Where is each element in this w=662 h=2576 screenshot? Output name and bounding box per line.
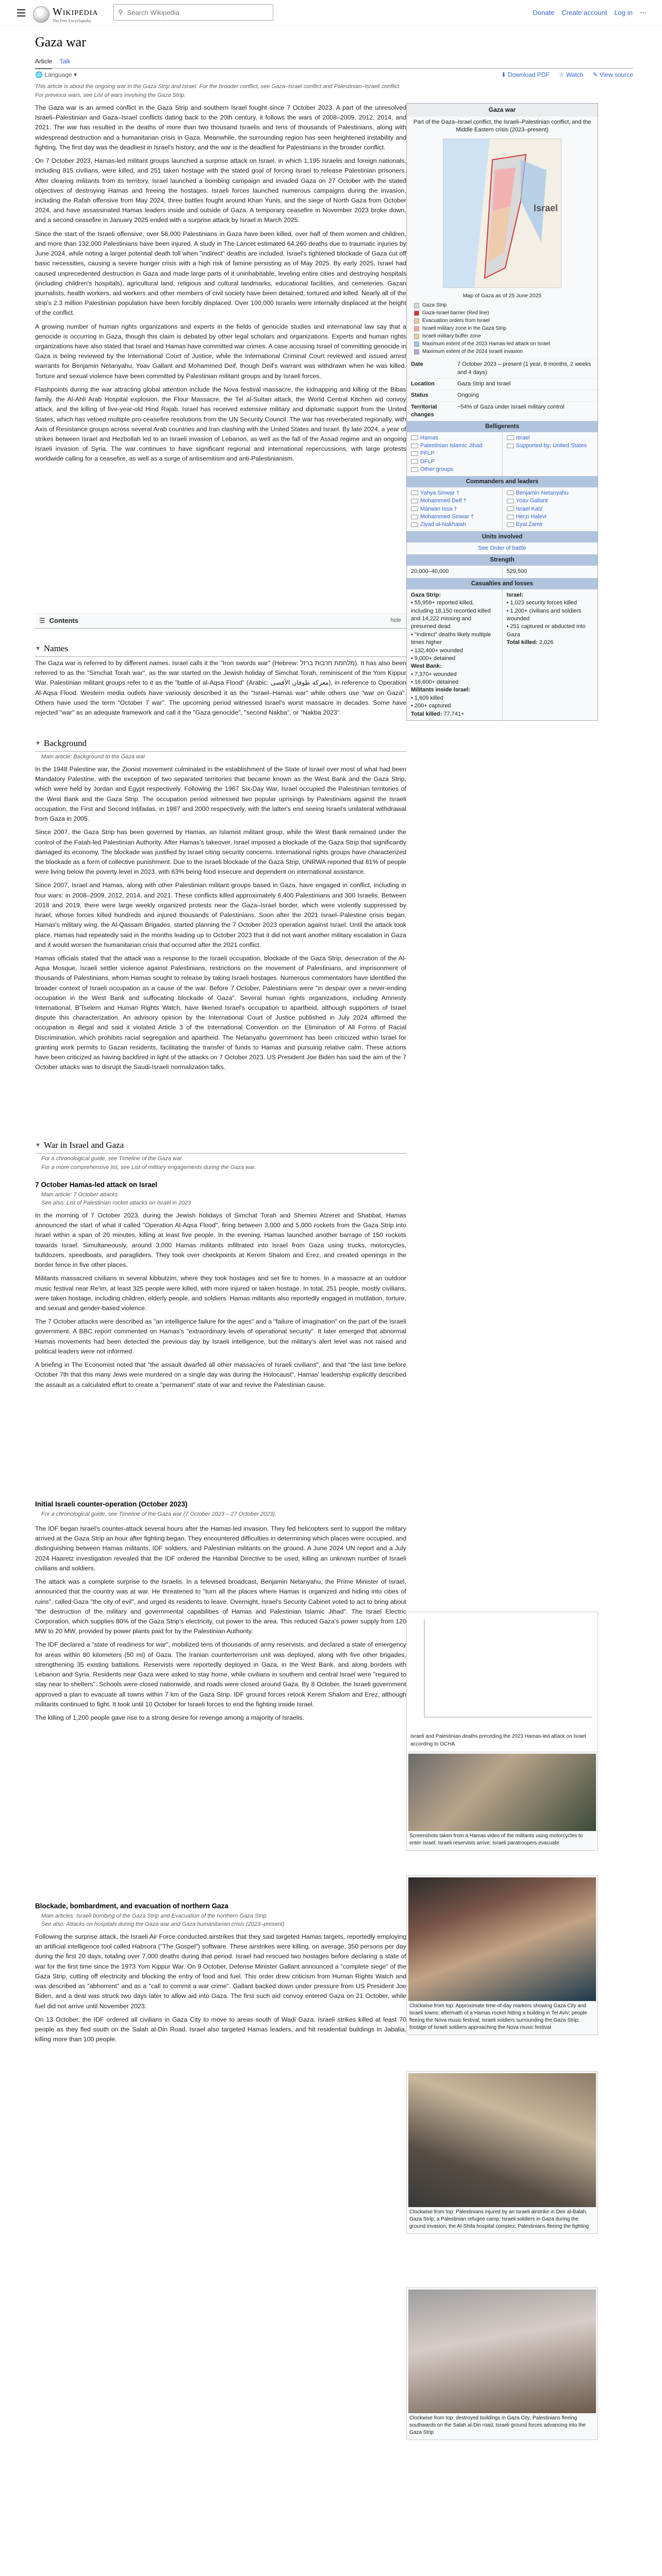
language-button[interactable]: 🌐 Language ▾ bbox=[35, 71, 77, 78]
flag-icon bbox=[507, 515, 514, 519]
casualty-entry bbox=[507, 591, 594, 599]
flag-icon bbox=[507, 506, 514, 511]
legend-label: Maximum extent of the 2024 Israeli invasion bbox=[422, 349, 523, 355]
background-paragraph: In the 1948 Palestine war, the Zionist movement culminated in the establishment of the State of Israel over most of what had been Mandatory Palestine, with the exception of two separated territories that became known as the West Bank and the Gaza Strip, which were held by Jordan and Egypt respectively. Following the 1967 Six-Day War, Israel occupied the Palestinian territories of the West Bank and the Gaza Strip. The occupation period witnessed two popular uprisings by Palestinians against the Israeli occupation, the First and Second Intifadas, in 1987 and 2000 respectively, with the latter's end seeing Israel's unilateral withdrawal from Gaza in 2005. bbox=[35, 766, 406, 823]
entry-text: Ziyad al-Nakhalah bbox=[420, 521, 466, 528]
infobox-key: Status bbox=[411, 392, 428, 399]
casualty-entry bbox=[411, 702, 498, 710]
belligerents bbox=[407, 432, 598, 476]
chevron-down-icon: ▼ bbox=[35, 645, 41, 652]
lead-paragraph: The Gaza war is an armed conflict in the Gaza Strip and southern Israel fought since 7 October 2023. A part of the unresolved Israeli–Palestinian and Gaza–Israel conflicts dating back to the 20th century, it follows the wars of 2008–2009, 2012, 2014, and 2021. The war has resulted in the deaths of more than two thousand Israelis and tens of thousands of Palestinians, along with widespread destruction and a humanitarian crisis in Gaza. Meanwhile, the surrounding region has seen heightened instability and fighting. The first day was the deadliest in Israel's history, and the war is the deadliest for Palestinians in the broader conflict. bbox=[35, 104, 406, 151]
tab-article[interactable]: Article bbox=[35, 57, 52, 69]
casualty-entry bbox=[411, 679, 498, 686]
figure-caption: Clockwise from top: destroyed buildings in Gaza City; Palestinians fleeing southwards on the Salah al-Din road; Israeli ground forces advancing into the Gaza Strip bbox=[409, 2415, 586, 2435]
search-input[interactable] bbox=[127, 9, 261, 16]
casualty-value: • 1,200+ civilians and soldiers wounded bbox=[506, 607, 582, 622]
names-paragraph: The Gaza war is referred to by different names. Israel calls it the "Iron swords war" (Hebrew: מלחמת חרבות ברזל). It has also been referred to as the "Simchat Torah war", as the war started on the Jewish holiday of Simchat Torah, reminiscent of the Yom Kippur War. Palestinian militant groups refer to it as the "battle of al-Aqsa Flood" (Arabic: معركة طوفان الأقصى), in reference to Operation Al-Aqsa Flood. Western media outlets have variously described it as the "Israel–Hamas war" while others use "war on Gaza". Others have used the term "October 7 war". The upcoming period witnessed Israel's worst massacre in decades. Some have rejected "war" as an adequate framework and call it the "Gaza genocide", "second Nakba", or "Nakba 2023". bbox=[35, 659, 406, 717]
create-account-link[interactable]: Create account bbox=[561, 9, 607, 16]
section-heading-war[interactable] bbox=[35, 1139, 406, 1154]
legend-label: Israeli military zone in the Gaza Strip bbox=[422, 326, 506, 332]
infobox-entry[interactable] bbox=[411, 466, 498, 473]
casualty-entry bbox=[411, 671, 498, 679]
entry-text: Mohammed Sinwar † bbox=[420, 513, 474, 520]
casualty-value: • 251 captured or abducted into Gaza bbox=[506, 623, 586, 638]
legend-swatch bbox=[414, 311, 419, 316]
casualty-entry bbox=[507, 599, 594, 607]
infobox-row bbox=[407, 389, 598, 401]
infobox-entry[interactable] bbox=[411, 521, 498, 529]
login-link[interactable]: Log in bbox=[614, 9, 633, 16]
flag-icon bbox=[411, 515, 418, 519]
entry-text: Yoav Gallant bbox=[516, 498, 548, 504]
flag-icon bbox=[411, 522, 418, 527]
belligerents-heading: Belligerents bbox=[407, 421, 598, 432]
infobox-entry[interactable] bbox=[507, 489, 594, 497]
infobox-value: Ongoing bbox=[457, 392, 479, 399]
background-paragraph: Hamas officials stated that the attack was a response to the Israeli occupation, blockade of the Gaza Strip, desecration of the Al-Aqsa Mosque, Israeli settler violence against Palestinians, restrictions on the movement of Palestinians, and imprisonment of thousands of Palestinians, whom Hamas sought to release by taking Israeli hostages. Numerous commentators have identified the broader context of Israeli occupation as a cause of the war. Before 7 October, Palestinians were "in despair over a never-ending occupation in the West Bank and suffocating blockade of Gaza". Several human rights organizations, including Amnesty International, B'Tselem and Human Rights Watch, have likened Israel's occupation to apartheid, although supporters of Israel dispute this characterization. An advisory opinion by the International Court of Justice published in July 2024 affirmed the occupation is illegal and said it violated Article 3 of the International Convention on the Elimination of All Forms of Racial Discrimination, which prohibits racial segregation and apartheid. The Netanyahu government has been criticized within Israel for granting work permits to Gazan residents, facilitating the transfer of funds to Hamas and pursuing relative calm. These actions have been criticized as having backfired in light of the attacks on 7 October 2023. US President Joe Biden has said the aim of the 7 October attacks was to disrupt the Saudi-Israeli normalization talks. bbox=[35, 954, 406, 1071]
counter-paragraph: The killing of 1,200 people gave rise to a strong desire for revenge among a majority of Israelis. bbox=[35, 1714, 305, 1721]
infobox-entry[interactable] bbox=[411, 489, 498, 497]
casualty-label: West Bank: bbox=[411, 663, 442, 670]
figure-caption: Clockwise from top: Palestinians injured by an Israeli airstrike in Deir al-Balah, Gaza Strip; a Palestinian refugee camp; Israeli soldiers in Gaza during the ground invasion; the Al-Shifa hospital complex; Palestinians fleeing the fighting bbox=[409, 2209, 589, 2229]
casualty-label: Militants inside Israel: bbox=[411, 687, 470, 693]
counter-paragraph: The IDF declared a "state of readiness for war", mobilized tens of thousands of army reservists, and declared a state of emergency for areas within 80 kilometers (50 mi) of Gaza. The Iranian counterterrorism unit was deployed, along with five other brigades, strengthening 35 existing battalions. Reservists were reportedly deployed in Gaza, in the West Bank, and along borders with Lebanon and Syria. Residents near Gaza were asked to stay home, while civilians in southern and central Israel were "required to stay near to shelters". Schools were closed nationwide, and roads were closed around Gaza. By 8 October, the Israeli government approved a plan to evacuate all towns within 7 km of the Gaza Strip. IDF ground forces retook Kerem Shalom and Erez, although militants continued to fight. It took until 10 October for Israeli forces to end the fighting inside Israel. bbox=[35, 1641, 406, 1708]
infobox-value: 7 October 2023 – present (1 year, 8 months, 2 weeks and 4 days) bbox=[457, 361, 591, 376]
flag-icon bbox=[411, 459, 418, 464]
casualty-value: • 132,400+ wounded bbox=[411, 647, 463, 654]
deaths-chart bbox=[409, 1614, 595, 1727]
entry-text: Herzi Halevi bbox=[516, 513, 547, 520]
deaths-chart-figure bbox=[406, 1612, 598, 1753]
names-section bbox=[35, 658, 406, 721]
watch-label: Watch bbox=[566, 71, 584, 78]
infobox-column bbox=[502, 566, 598, 578]
contents-toggle[interactable] bbox=[35, 613, 406, 629]
star-icon: ☆ bbox=[558, 71, 566, 78]
attack-paragraph: Militants massacred civilians in several kibbutzim, where they took hostages and set fire to homes. In a massacre at an outdoor music festival near Re'im, at least 325 people were killed, with more injured or taken hostage. In total, 251 people, mostly civilians, were taken hostage, including children, elderly people, and soldiers. Hamas militants also reportedly engaged in mutilation, torture, and sexual and gender-based violence. bbox=[35, 1275, 406, 1312]
infobox-key: Location bbox=[411, 381, 435, 387]
attack-paragraph: A briefing in The Economist noted that "the assault dwarfed all other massacres of Israeli civilians", and that "the last time before October 7th that this many Jews were murdered on a single day was during the Holocaust". Hamas' leadership explicitly described the assault as a calculated effort to create a "permanent" state of war and revive the Palestinian cause. bbox=[35, 1361, 406, 1388]
entry-text: Benjamin Netanyahu bbox=[516, 489, 569, 496]
legend-swatch bbox=[414, 334, 419, 339]
infobox-entry[interactable] bbox=[507, 497, 594, 505]
casualty-entry bbox=[507, 623, 594, 639]
flag-icon bbox=[507, 444, 514, 448]
infobox-entry[interactable] bbox=[411, 442, 498, 450]
chevron-down-icon: ▼ bbox=[35, 740, 41, 747]
flag-icon bbox=[411, 499, 418, 503]
casualties-column bbox=[407, 589, 502, 720]
lead-paragraph: On 7 October 2023, Hamas-led militant groups launched a surprise attack on Israel, in which 1,195 Israelis and foreign nationals, including 815 civilians, were killed, and 251 taken hostage with the stated goal of forcing Israel to release Palestinian prisoners. After clearing militants from its territory, Israel launched a bombing campaign and invaded Gaza on 27 October with the stated objectives of destroying Hamas and freeing the hostages. Israeli forces launched numerous campaigns during the invasion, including the Rafah offensive from May 2024, three battles fought around Khan Yunis, and the siege of North Gaza from October 2024, and have assassinated Hamas leaders inside and outside of Gaza. A temporary ceasefire in November 2023 broke down, and a second ceasefire in January 2025 ended with a surprise attack by Israel in March 2025. bbox=[35, 157, 406, 224]
infobox-entry[interactable] bbox=[411, 458, 498, 466]
map-caption: Map of Gaza as of 25 June 2025 bbox=[462, 292, 542, 299]
casualty-value: • 16,600+ detained bbox=[411, 679, 459, 686]
legend-label: Evacuation orders from Israel bbox=[422, 318, 490, 324]
list-icon: ☰ bbox=[39, 616, 45, 624]
entry-text: Eyal Zamir bbox=[516, 521, 543, 528]
donate-link[interactable]: Donate bbox=[533, 9, 555, 16]
counter-paragraph: The attack was a complete surprise to the Israelis. In a televised broadcast, Benjamin Netanyahu, the Prime Minister of Israel, announced that the country was at war. He threatened to "turn all the places where Hamas is organized and hiding into cities of ruins", called Gaza "the city of evil", and urged its residents to leave. Overnight, Israel's Security Cabinet voted to act to bring about "the destruction of the military and governmental capabilities of Hamas and Palestinian Islamic Jihad". The Israel Electric Corporation, which supplies 80% of the Gaza Strip's electricity, cut power to the area. This reduced Gaza's power supply from 120 MW to 20 MW, provided by power plants paid for by the Palestinian Authority. bbox=[35, 1578, 406, 1635]
infobox-entry[interactable] bbox=[411, 513, 498, 521]
background-hatnote: Main article: Background to the Gaza war bbox=[41, 754, 145, 760]
legend-item bbox=[414, 332, 590, 340]
subsection-heading: Initial Israeli counter-operation (October 2023) bbox=[35, 1500, 188, 1508]
casualty-entry bbox=[411, 710, 498, 718]
order-of-battle-link[interactable]: See Order of battle bbox=[478, 545, 526, 551]
entry-text: Hamas bbox=[420, 434, 438, 441]
figure-caption: Clockwise from top: Approximate time-of-day markers showing Gaza City and Israeli towns; aftermath of a Hamas rocket hitting a building in Tel Aviv; people fleeing the Nova music festival; Israeli soldiers surrounding the Gaza Strip; footage of Israeli soldiers approaching the Nova music festival bbox=[409, 2003, 587, 2030]
legend-item bbox=[414, 348, 590, 355]
page-tools bbox=[501, 70, 633, 80]
subsection-heading: Blockade, bombardment, and evacuation of northern Gaza bbox=[35, 1902, 229, 1910]
legend-swatch bbox=[414, 326, 419, 331]
infobox-entry[interactable] bbox=[411, 505, 498, 513]
lead-paragraph: Flashpoints during the war attracting global attention include the Nova festival massacre, the kidnapping and killing of the Bibas family, the Al-Ahli Arab Hospital explosion, the Flour Massacre, the Tel al-Sultan attack, the World Central Kitchen aid convoy attack, and the killing of five-year-old Hind Rajab. Israel has received extensive military and diplomatic support from the United States, which has vetoed multiple pro-ceasefire resolutions from the UN Security Council. The war has reverberated regionally, with Axis of Resistance groups across several Arab countries and Iran clashing with the United States and Israel. By late 2024, a year of strikes between Israel and Hezbollah led to an Israeli invasion of Lebanon, as well as the fall of the Assad regime and an ongoing Israeli invasion of Syria. The war continues to have significant regional and international repercussions, with large protests worldwide calling for a ceasefire, as well as a surge of antisemitism and anti-Palestinianism. bbox=[35, 385, 406, 463]
flag-icon bbox=[411, 435, 418, 440]
figure-3[interactable] bbox=[406, 2071, 598, 2234]
casualties-column bbox=[502, 589, 598, 720]
blockade-paragraph: On 13 October, the IDF ordered all civilians in Gaza City to move to areas south of Wadi Gaza. Israeli strikes killed at least 70 people as they fled south on the Salah al-Din Road. Israel also targeted Hamas leaders, and hit residential buildings in Jabalia, killing more than 100 people. bbox=[35, 2015, 406, 2043]
globe-icon bbox=[33, 6, 49, 23]
entry-text: Palestinian Islamic Jihad bbox=[420, 443, 483, 449]
translate-icon: 🌐 bbox=[35, 71, 45, 78]
war-hatnote: For a more comprehensive list, see List of military engagements during the Gaza war. bbox=[41, 1164, 256, 1171]
infobox-column bbox=[502, 432, 598, 476]
entry-text: Yahya Sinwar † bbox=[420, 489, 460, 496]
infobox-value: ~54% of Gaza under Israeli military control bbox=[457, 403, 565, 410]
casualty-value: • 1,609 killed bbox=[411, 694, 443, 701]
casualty-value: • 200+ captured bbox=[411, 703, 451, 709]
language-label: Language bbox=[44, 71, 72, 78]
entry-text: Other groups bbox=[420, 466, 454, 473]
wikipedia-logo[interactable] bbox=[33, 4, 98, 24]
subsection-hatnote: For a chronological guide, see Timeline of the Gaza war (7 October 2023 – 27 October 2023). bbox=[41, 1511, 277, 1517]
section-title: Background bbox=[43, 738, 87, 748]
casualty-value: 77,741+ bbox=[443, 710, 465, 717]
flag-icon bbox=[411, 506, 418, 511]
infobox-key: Territorial changes bbox=[411, 403, 437, 418]
flag-icon bbox=[507, 499, 514, 503]
entry-text: Supported by: United States bbox=[516, 443, 587, 449]
casualty-label: Total killed: bbox=[506, 639, 538, 646]
entry-text: Israel bbox=[516, 434, 530, 441]
legend-label: Gaza Strip bbox=[422, 302, 447, 309]
infobox-value: Gaza Strip and Israel bbox=[457, 381, 511, 387]
casualty-label: Israel: bbox=[506, 591, 523, 598]
map-label-israel: Israel bbox=[534, 202, 558, 213]
attack-section bbox=[35, 1211, 406, 1394]
strength bbox=[407, 566, 598, 578]
casualties-heading: Casualties and losses bbox=[407, 578, 598, 589]
infobox-entry[interactable] bbox=[507, 513, 594, 521]
casualties bbox=[407, 589, 598, 720]
personal-tools bbox=[533, 8, 647, 18]
casualty-entry bbox=[507, 639, 594, 647]
infobox-entry[interactable] bbox=[411, 497, 498, 505]
view-source-label: View source bbox=[599, 71, 633, 78]
flag-icon bbox=[507, 490, 514, 495]
casualty-entry bbox=[411, 663, 498, 670]
strength-heading: Strength bbox=[407, 554, 598, 566]
figure-4[interactable] bbox=[406, 2287, 598, 2440]
legend-label: Israeli military buffer zone bbox=[422, 333, 481, 340]
casualty-value: • 55,959+ reported killed, including 18,150 recorded killed and 14,222 missing and presumed dead bbox=[411, 600, 491, 630]
legend-item bbox=[414, 325, 590, 332]
subsection-heading: 7 October Hamas-led attack on Israel bbox=[35, 1181, 158, 1189]
infobox-part-of: Part of the Gaza–Israel conflict, the Israeli–Palestinian conflict, and the Middle Eastern crisis (2023–present) bbox=[413, 118, 591, 133]
section-heading-names[interactable] bbox=[35, 642, 406, 657]
infobox-entry[interactable] bbox=[507, 434, 594, 442]
casualty-label: Gaza Strip: bbox=[411, 591, 441, 598]
lead-paragraph: Since the start of the Israeli offensive, over 56,000 Palestinians in Gaza have been killed, over half of them women and children, and more than 132,000 Palestinians have been injured. A study in The Lancet estimated 64,260 deaths due to traumatic injuries by June 2024, while noting a larger potential death toll when "indirect" deaths are included. Israel's tightened blockade of Gaza cut off basic necessities, causing a severe hunger crisis with a high risk of famine persisting as of May 2025. By early 2025, Israel had caused unprecedented destruction in Gaza and made large parts of it uninhabitable, leveling entire cities and destroying hospitals (including children's hospitals), agricultural land, religious and cultural landmarks, educational facilities, and cemeteries. Gazan journalists, health workers, aid workers and other members of civil society have been detained, tortured and killed. Nearly all of the strip's 2.3 million Palestinian population have been forcibly displaced. Over 100,000 Israelis were internally displaced at the height of the conflict. bbox=[35, 230, 406, 317]
casualty-entry bbox=[411, 655, 498, 663]
title-divider bbox=[35, 68, 633, 69]
background-paragraph: Since 2007, the Gaza Strip has been governed by Hamas, an Islamist militant group, while the West Bank remained under the control of the Fatah-led Palestinian Authority. After Hamas's takeover, Israel imposed a blockade of the Gaza Strip that significantly damaged its economy. The blockade was justified by Israel citing security concerns. International rights groups have characterized the blockade as a form of collective punishment. Due to the Israeli blockade of the Gaza Strip, UNRWA reported that 81% of people were living below the poverty level in 2023, with 63% being food insecure and dependent on international assistance. bbox=[35, 828, 406, 876]
map-legend bbox=[407, 301, 598, 359]
legend-swatch bbox=[414, 349, 419, 354]
entry-text: 529,500 bbox=[506, 568, 527, 575]
figure-image bbox=[408, 2290, 596, 2413]
casualty-entry bbox=[507, 607, 594, 623]
commanders-heading: Commanders and leaders bbox=[407, 476, 598, 487]
infobox-key: Date bbox=[411, 361, 423, 368]
war-hatnote: For a chronological guide, see Timeline of the Gaza war. bbox=[41, 1156, 184, 1162]
pencil-icon: ✎ bbox=[592, 71, 600, 78]
counter-paragraph: The IDF began Israel's counter-attack several hours after the Hamas-led invasion. They fed helicopters sent to support the military arrived at the Gaza Strip an hour after fighting began. They encountered difficulties in determining which places were occupied, and distinguishing between Hamas militants, IDF soldiers, and Palestinian militants on the ground. A June 2024 UN report and a July 2024 Haaretz investigation revealed that the IDF ordered the Hannibal Directive to be used, killing an unknown number of Israeli civilians and soldiers. bbox=[35, 1525, 407, 1572]
entry-text: 20,000–40,000 bbox=[411, 568, 449, 575]
search-icon: ⚲ bbox=[118, 8, 123, 16]
casualty-label: Total killed: bbox=[411, 710, 442, 717]
contents-hide-toggle[interactable]: hide bbox=[390, 617, 401, 624]
main-menu-button[interactable] bbox=[13, 5, 29, 21]
legend-item bbox=[414, 301, 590, 309]
casualty-entry bbox=[411, 631, 498, 647]
legend-swatch bbox=[414, 318, 419, 324]
counter-operation-section bbox=[35, 1524, 406, 1726]
section-heading-background[interactable] bbox=[35, 737, 406, 752]
casualty-value: • "Indirect" deaths likely multiple times higher bbox=[411, 631, 491, 646]
flag-icon bbox=[411, 490, 418, 495]
flag-icon bbox=[411, 451, 418, 456]
figure-caption: Screenshots taken from a Hamas video of the militants using motorcycles to enter Israel; Israeli reservists arrive; Israeli paratroopers evacuate bbox=[409, 1833, 583, 1846]
infobox-entry[interactable] bbox=[411, 434, 498, 442]
casualty-entry bbox=[411, 599, 498, 631]
tab-talk[interactable]: Talk bbox=[59, 58, 71, 65]
casualty-entry bbox=[411, 686, 498, 694]
watch-button[interactable] bbox=[559, 70, 584, 80]
flag-icon bbox=[411, 444, 418, 448]
download-icon: ⬇ bbox=[501, 71, 508, 78]
section-title: Names bbox=[43, 643, 69, 653]
search-box[interactable] bbox=[113, 4, 273, 21]
figure-image bbox=[408, 1754, 596, 1831]
subsection-hatnote: Main article: 7 October attacks See also: List of Palestinian rocket attacks on Israel in 2023 bbox=[41, 1192, 191, 1206]
infobox-column bbox=[407, 432, 502, 476]
infobox-title: Gaza war bbox=[407, 104, 598, 116]
top-hatnote: This article is about the ongoing war in the Gaza Strip and Israel. For the broader conflict, see Gaza–Israel conflict and Palestinian–Israeli conflict. For previous wars, see List of wars involving the Gaza Strip. bbox=[35, 83, 401, 98]
legend-swatch bbox=[414, 342, 419, 347]
view-source-button[interactable] bbox=[592, 70, 633, 80]
gaza-map[interactable] bbox=[443, 139, 561, 288]
infobox-column bbox=[502, 487, 598, 531]
chevron-down-icon: ▼ bbox=[35, 1142, 41, 1148]
entry-text: Marwan Issa † bbox=[420, 505, 457, 512]
entry-text: Mohammed Deif † bbox=[420, 498, 467, 504]
chart-caption: Israeli and Palestinian deaths preceding the 2023 Hamas-led attack on Israel according to OCHA bbox=[410, 1733, 586, 1748]
casualty-value: • 9,000+ detained bbox=[411, 655, 456, 662]
infobox-entry[interactable] bbox=[507, 505, 594, 513]
casualty-entry bbox=[411, 694, 498, 702]
download-pdf-button[interactable] bbox=[501, 70, 550, 80]
legend-item bbox=[414, 317, 590, 325]
flag-icon bbox=[507, 435, 514, 440]
site-header bbox=[0, 0, 662, 26]
namespace-tabs bbox=[35, 57, 71, 69]
background-paragraph: Since 2007, Israel and Hamas, along with other Palestinian militant groups based in Gaza, have engaged in conflict, including in four wars: in 2008–2009, 2012, 2014, and 2021. These conflicts killed approximately 6,400 Palestinians and 300 Israelis. Between 2018 and 2019, there were large weekly organized protests near the Gaza–Israel border, which were violently suppressed by Israel, whose forces killed hundreds and injured thousands of Palestinians. Soon after the 2021 Israel–Palestine crisis began, Hamas's military wing, the Al-Qassam Brigades, started planning the 7 October 2023 operation against Israel. Until the attack took place, Hamas had repeatedly said in the months leading up to October 2023 that it did not want another military escalation in Gaza and it would worsen the humanitarian crisis that occurred after the 2021 conflict. bbox=[35, 882, 406, 948]
more-options-icon[interactable]: ⋯ bbox=[640, 9, 647, 16]
commanders bbox=[407, 487, 598, 531]
casualty-value: • 7,370+ wounded bbox=[411, 671, 457, 677]
figure-image bbox=[408, 1877, 596, 2001]
casualty-entry bbox=[411, 591, 498, 599]
section-title: War in Israel and Gaza bbox=[43, 1140, 124, 1150]
page-title: Gaza war bbox=[35, 35, 86, 49]
casualty-value: 2,026 bbox=[539, 639, 554, 646]
legend-item bbox=[414, 340, 590, 348]
lead-section bbox=[35, 103, 406, 468]
infobox-entry[interactable] bbox=[411, 450, 498, 457]
legend-swatch bbox=[414, 303, 419, 308]
infobox-column bbox=[407, 566, 502, 578]
infobox-row bbox=[407, 401, 598, 421]
download-pdf-label: Download PDF bbox=[508, 71, 550, 78]
infobox-row bbox=[407, 359, 598, 378]
infobox-row bbox=[407, 378, 598, 389]
flag-icon bbox=[507, 522, 514, 527]
infobox-entry[interactable] bbox=[507, 442, 594, 450]
lead-paragraph: A growing number of human rights organizations and experts in the fields of genocide studies and international law say that a genocide is occurring in Gaza, though this claim is debated by other legal scholars and organizations. Experts and human rights organizations have also stated that Israel and Hamas have committed war crimes. A case accusing Israel of committing genocide in Gaza is being reviewed by the International Court of Justice, while the International Criminal Court reviewed and issued arrest warrants for Benjamin Netanyahu, Yoav Gallant and Mohammed Deif, though Deif's warrant was withdrawn when he was killed. Torture and sexual violence have been committed by Palestinian militant groups and by Israeli forces. bbox=[35, 323, 406, 380]
subsection-hatnote: Main articles: Israeli bombing of the Gaza Strip and Evacuation of the northern Gaza Strip See also: Attacks on hospitals during the Gaza war and Gaza humanitarian crisis (2023–present) bbox=[41, 1913, 285, 1927]
attack-paragraph: In the morning of 7 October 2023, during the Jewish holidays of Simchat Torah and Shemini Atzeret and Shabbat, Hamas announced the start of what it called "Operation Al-Aqsa Flood", firing between 3,000 and 5,000 rockets from the Gaza Strip into Israel within a span of 20 minutes, killing at least five people. In the evening, Hamas launched another barrage of 150 rockets towards Israel. Simultaneously, around 3,000 Hamas militants infiltrated into Israel from Gaza using trucks, motorcycles, bulldozers, speedboats, and paragliders. They took over checkpoints at Kerem Shalom and Erez, and created openings in the border fence in five other places. bbox=[35, 1212, 406, 1269]
blockade-paragraph: Following the surprise attack, the Israeli Air Force conducted airstrikes that they said targeted Hamas targets, reportedly employing an artificial intelligence tool called Habsora ("The Gospel") software. These airstrikes were killing, on average, 350 persons per day during the first 20 days, totaling over 7,000 deaths during that period. Israel had rescued two hostages before declaring a state of war for the first time since the 1973 Yom Kippur War. On 9 October, Defense Minister Gallant announced a "complete siege" of the Gaza Strip, cutting off electricity and blocking the entry of food and fuel. This order drew criticism from Human Rights Watch and was described as "abhorrent" and as a "call to commit a war crime". Gallant backed down under pressure from US President Joe Biden, and a deal was struck two days later to allow aid into Gaza. The first such aid convoy entered Gaza on 21 October, while fuel did not arrive until November 2023. bbox=[35, 1933, 406, 2010]
tagline: The Free Encyclopedia bbox=[53, 19, 91, 23]
background-section bbox=[35, 765, 406, 1076]
legend-label: Gaza-Israel barrier (Red line) bbox=[422, 310, 489, 316]
casualty-entry bbox=[411, 647, 498, 655]
casualty-value: • 1,023 security forces killed bbox=[506, 600, 577, 606]
infobox-entry[interactable] bbox=[507, 521, 594, 529]
infobox-facts bbox=[407, 359, 598, 420]
entry-text: PFLP bbox=[420, 450, 435, 457]
entry-text: DFLP bbox=[420, 458, 435, 465]
attack-paragraph: The 7 October attacks were described as "an intelligence failure for the ages" and a "failure of imagination" on the part of the Israeli government. A BBC report commented on Hamas's "extraordinary levels of operational security". It later emerged that abnormal Hamas movements had been detected the previous day by Israeli intelligence, but the military's alert level was not raised and political leaders were not informed. bbox=[35, 1318, 406, 1355]
figure-image bbox=[408, 2073, 596, 2207]
figure-1[interactable] bbox=[406, 1752, 598, 1851]
entry-text: Israel Katz bbox=[516, 505, 543, 512]
units-heading: Units involved bbox=[407, 531, 598, 543]
legend-label: Maximum extent of the 2023 Hamas-led attack on Israel bbox=[422, 341, 550, 347]
infobox-entry bbox=[411, 568, 498, 575]
contents-label: Contents bbox=[49, 616, 78, 624]
infobox bbox=[406, 103, 598, 721]
figure-2[interactable] bbox=[406, 1875, 598, 2035]
wordmark: Wikipedia bbox=[53, 6, 98, 18]
infobox-column bbox=[407, 487, 502, 531]
map-graphic bbox=[443, 139, 561, 287]
flag-icon bbox=[411, 467, 418, 472]
infobox-entry bbox=[507, 568, 594, 575]
blockade-section bbox=[35, 1932, 406, 2048]
legend-item bbox=[414, 309, 590, 317]
